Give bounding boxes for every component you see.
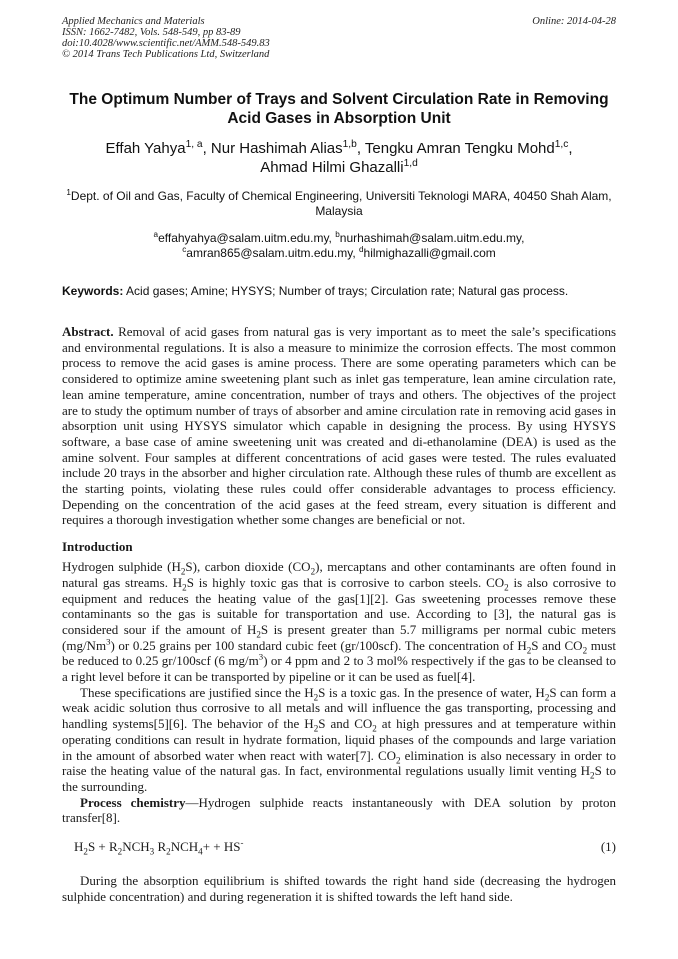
superscript: 3: [258, 652, 264, 663]
paper-title: The Optimum Number of Trays and Solvent Circulation Rate in Removing Acid Gases in Absorption Unit: [69, 91, 609, 127]
online-date: Online: 2014-04-28: [532, 16, 616, 27]
author-affiliation-marker: 1,b: [342, 139, 357, 150]
abstract: [62, 324, 616, 528]
subscript: 2: [166, 846, 171, 857]
author-affiliation-marker: 1, a: [185, 139, 203, 150]
affiliation: [62, 189, 616, 219]
journal-header: [62, 16, 616, 60]
subscript: 2: [313, 723, 319, 734]
intro-paragraph-4: During the absorption equilibrium is shifted towards the right hand side (decreasing the hydrogen sulphide concentration) and during regeneration it is shifted towards the left hand side.: [62, 873, 616, 904]
subscript: 2: [180, 566, 186, 577]
keywords-text: Acid gases; Amine; HYSYS; Number of trays; Circulation rate; Natural gas process.: [126, 284, 569, 298]
subscript: 3: [149, 846, 155, 857]
subscript: 2: [396, 755, 401, 766]
subscript: 2: [313, 692, 319, 703]
keywords: [62, 284, 616, 299]
email-marker: b: [335, 230, 340, 239]
author-name: Ahmad Hilmi Ghazalli: [260, 159, 404, 176]
journal-doi: doi:10.4028/www.scientific.net/AMM.548-549.83: [62, 38, 270, 49]
email-marker: a: [153, 230, 159, 239]
subscript: 2: [372, 723, 377, 734]
keywords-label: Keywords:: [62, 284, 124, 298]
subscript: 2: [526, 645, 532, 656]
section-heading-introduction: Introduction: [62, 539, 133, 555]
email-list: $^a$effahyahya@salam.uitm.edu.my, $^b$nurhashimah@salam.uitm.edu.my, $^c$amran865@salam.uitm.edu.my, $^d$hilmighazalli@gmail.com: [153, 230, 525, 260]
author-email: nurhashimah@salam.uitm.edu.my: [339, 231, 522, 245]
journal-issn: ISSN: 1662-7482, Vols. 548-549, pp 83-89: [62, 27, 241, 38]
abstract-text: Removal of acid gases from natural gas is very important as to meet the sale’s specifications and environmental regulations. It is also a measure to minimize the corrosion effects. The most common process to remove the acid gases is amine process. There are some operating parameters which can be considered to optimize amine sweetening plant such as inlet gas temperature, lean amine circulation rate, lean amine temperature, amine concentration, number of trays and others. The objectives of the project are to study the optimum number of trays of absorber and amine circulation rate in removing acid gases in absorption unit using HYSYS simulator which capable in designing the process. By using HYSYS software, a base case of amine sweetening unit was created and di-ethanolamine (DEA) is used as the amine solvent. Four samples at different concentrations of acid gases were tested. The rules evaluated include 20 trays in the absorber and higher circulation rate. Although these rules of thumb are excellent as the starting points, violating these rules could offer considerable advantages to process efficiency. Depending on the concentration of the acid gases at the feed stream, every situation is different and requires a thorough investigation whether some changes are beneficial or not.: [62, 324, 617, 528]
author-name: Effah Yahya: [105, 140, 186, 157]
author-name: Nur Hashimah Alias: [210, 140, 343, 157]
abstract-label: Abstract.: [62, 324, 114, 339]
subscript: 2: [504, 582, 509, 593]
equation-1: [62, 839, 616, 855]
subscript: 2: [83, 846, 88, 857]
subscript: 2: [182, 582, 187, 593]
subscript: 2: [117, 846, 123, 857]
author-list: Effah Yahya$^{1, a}$, Nur Hashimah Alias$^{1,b}$, Tengku Amran Tengku Mohd$^{1,c}$, Ahmad Hilmi Ghazalli$^{1,d}$: [105, 139, 573, 176]
subscript: 2: [544, 692, 550, 703]
author-email: hilmighazalli@gmail.com: [363, 246, 496, 260]
journal-name: Applied Mechanics and Materials: [62, 16, 205, 27]
intro-paragraph-3: Process chemistry—Hydrogen sulphide reacts instantaneously with DEA solution by proton transfer[8].: [62, 794, 616, 826]
subscript: 2: [256, 629, 261, 640]
author-email: amran865@salam.uitm.edu.my: [186, 246, 353, 260]
run-in-heading: Process chemistry: [80, 794, 186, 810]
journal-copyright: © 2014 Trans Tech Publications Ltd, Switzerland: [62, 49, 270, 60]
superscript: -: [240, 837, 244, 848]
subscript: 2: [310, 566, 316, 577]
intro-paragraph-1: Hydrogen sulphide $(H_2S)$, carbon dioxide $(CO_2)$, mercaptans and other contaminants are often found in natural gas streams. $H_2S$ is highly toxic gas that is corrosive to carbon steels. $CO_2$ is also corrosive to equipment and reduces the heating value of the gas[1][2]. Gas sweetening processes remove these contaminants so the gas is suitable for transportation and use. According to [3], the natural gas is considered sour if the amount of $H_2S$ is present greater than 5.7 milligrams per normal cubic meters (mg/Nm$^3$) or 0.25 grains per 100 standard cubic feet (gr/100scf). The concentration of $H_2S$ and $CO_2$ must be reduced to 0.25 gr/100scf (6 $mg/m^3$) or 4 ppm and 2 to 3 mol% respectively if the gas to be cleansed to a right level before it can be transported by pipeline or it can be used as fuel[4].: [62, 559, 617, 685]
subscript: 4: [198, 846, 203, 857]
equation-expression: $H_2S + R_2NCH_3$ $R_2NCH_4+ + HS^-$: [74, 837, 244, 857]
affiliation-text: Dept. of Oil and Gas, Faculty of Chemical Engineering, Universiti Teknologi MARA, 40450 Shah Alam, Malaysia: [70, 189, 612, 218]
email-marker: d: [359, 245, 364, 254]
equation-number: (1): [600, 839, 616, 855]
email-marker: c: [182, 245, 187, 254]
subscript: 2: [590, 770, 595, 781]
intro-paragraph-2: These specifications are justified since the $H_2S$ is a toxic gas. In the presence of water, $H_2S$ can form a weak acidic solution thus corrosive to all metals and will influence the gas transporting, processing and handling systems[5][6]. The behavior of the $H_2S$ and $CO_2$ at high pressures and at temperature within operating conditions can result in hydrate formation, liquid phases of the compounds and large variation in the amount of absorbed water when react with water[7]. $CO_2$ elimination is also necessary in order to raise the heating value of the natural gas. In fact, environmental regulations usually limit venting $H_2S$ to the surrounding.: [62, 684, 616, 794]
author-name: Tengku Amran Tengku Mohd: [364, 140, 555, 157]
superscript: 3: [106, 636, 111, 647]
affiliation-marker: 1: [66, 188, 71, 197]
author-email: effahyahya@salam.uitm.edu.my: [158, 231, 329, 245]
author-affiliation-marker: 1,c: [554, 139, 569, 150]
subscript: 2: [582, 645, 588, 656]
author-affiliation-marker: 1,d: [403, 158, 418, 169]
